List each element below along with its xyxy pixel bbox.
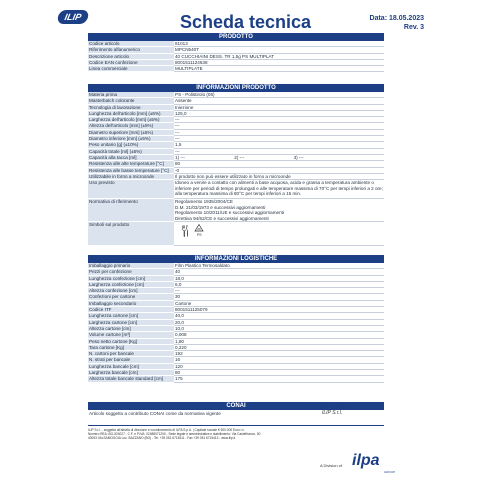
table-row bbox=[88, 180, 384, 199]
table-row bbox=[88, 376, 384, 382]
row-label: Codice EAN confezione bbox=[88, 59, 174, 65]
prodotto-table bbox=[88, 41, 384, 72]
row-label: Lunghezza cartone [cm] bbox=[88, 313, 174, 319]
row-label: Codice articolo bbox=[88, 41, 174, 47]
table-row bbox=[88, 173, 384, 179]
ilpa-logo: ilpa bbox=[352, 452, 380, 469]
row-value: --- bbox=[174, 148, 384, 154]
row-value: 0,008 bbox=[174, 332, 384, 338]
row-label: Diametro inferiore [mm] (±5%) bbox=[88, 136, 174, 142]
food-contact-icon bbox=[181, 225, 189, 237]
table-row bbox=[88, 148, 384, 154]
conai-text: Articolo soggetto a contributo CONAI come da normativa vigente bbox=[89, 411, 221, 416]
row-label: Peso unitario [g] (±10%) bbox=[88, 142, 174, 148]
recycle-icon bbox=[194, 224, 204, 236]
row-value: 10,0 bbox=[174, 325, 384, 331]
ilip-logo: ILIP bbox=[57, 10, 90, 24]
row-label: Materia prima bbox=[88, 92, 174, 98]
normativa-line: Regolamento 10/2011/UE e successivi aggiornamenti bbox=[175, 210, 284, 216]
normativa-line: Regolamento 1935/2004/CE bbox=[175, 199, 233, 205]
row-label: Capacità totale [ml] (±5%) bbox=[88, 148, 174, 154]
row-value: 192 bbox=[174, 351, 384, 357]
row-value: 1,80 bbox=[174, 338, 384, 344]
row-value bbox=[174, 222, 384, 246]
table-row bbox=[88, 66, 384, 72]
signature: ILIP S.r.l. bbox=[322, 410, 343, 416]
row-label: Tecnologia di lavorazione bbox=[88, 104, 174, 110]
row-value: 30 bbox=[174, 294, 384, 300]
section-info-prodotto bbox=[88, 84, 384, 246]
recycle-triangle-icon bbox=[194, 224, 204, 232]
row-value: --- bbox=[174, 288, 384, 294]
section-logistica bbox=[88, 255, 384, 383]
row-value: 16 bbox=[174, 357, 384, 363]
row-label: Altezza cartone [cm] bbox=[88, 325, 174, 331]
row-label: Larghezza dell'articolo [mm] (±5%) bbox=[88, 117, 174, 123]
row-value: 175 bbox=[174, 376, 384, 382]
row-value: 40,0 bbox=[174, 313, 384, 319]
row-value: 120 bbox=[174, 363, 384, 369]
company-info bbox=[88, 428, 318, 440]
row-label: Diametro superiore [mm] (±5%) bbox=[88, 129, 174, 135]
row-value: Assente bbox=[174, 98, 384, 104]
row-value: Film Plastico Termosaldato bbox=[174, 263, 384, 269]
row-label: Simboli sul prodotto bbox=[88, 222, 174, 246]
table-row bbox=[88, 199, 384, 222]
row-value: Il prodotto non può essere utilizzato in forno a microonde bbox=[174, 173, 384, 179]
section-prodotto bbox=[88, 33, 384, 72]
table-row bbox=[88, 155, 384, 161]
section-heading: INFORMAZIONI LOGISTICHE bbox=[88, 255, 384, 263]
company-line: 40053 VALSAMOGGIA Loc. BAZZANO (BO) - Tel. +39 051 6715411 - Fax +39 051 6715413 - www.ilip.it bbox=[88, 436, 236, 441]
row-label: Uso previsto bbox=[88, 180, 174, 199]
row-value: 8001511124638 bbox=[174, 59, 384, 65]
capacita-3: 3) --- bbox=[293, 154, 304, 160]
row-label: Utilizzabile in forno a microonde bbox=[88, 173, 174, 179]
row-value: 1,5 bbox=[174, 142, 384, 148]
ilpa-group-label: GROUP bbox=[384, 470, 396, 474]
row-label: Peso netto cartone [Kg] bbox=[88, 338, 174, 344]
row-label: Lunghezza dell'articolo [mm] (±5%) bbox=[88, 110, 174, 116]
row-value: PS - Polistirolo (06) bbox=[174, 92, 384, 98]
row-value: MULTIPLATE bbox=[174, 66, 384, 72]
date-block bbox=[370, 14, 424, 32]
row-value: 18,0 bbox=[174, 275, 384, 281]
row-value: --- bbox=[174, 129, 384, 135]
row-label: Larghezza bancale [cm] bbox=[88, 370, 174, 376]
row-value: --- bbox=[174, 123, 384, 129]
row-label: Pezzi per confezione bbox=[88, 269, 174, 275]
row-value: 80 bbox=[174, 370, 384, 376]
normativa-line: Direttiva 94/62/CE e successivi aggiornamenti bbox=[175, 215, 269, 221]
row-label: Imballaggio primario bbox=[88, 263, 174, 269]
row-label: N. strati per bancale bbox=[88, 357, 174, 363]
row-label: Imballaggio secondario bbox=[88, 300, 174, 306]
row-value: 20,0 bbox=[174, 319, 384, 325]
capacita-2: 2) --- bbox=[234, 154, 245, 160]
recycle-text: PS bbox=[196, 233, 202, 238]
row-label: Resistenza alle alte temperature [°C] bbox=[88, 161, 174, 167]
row-value: 81013 bbox=[174, 41, 384, 47]
division-label: A Division of bbox=[320, 463, 343, 468]
row-label: Resistenza alle basse temperature [°C] bbox=[88, 167, 174, 173]
footer-divider bbox=[88, 425, 384, 426]
row-value: 40 CUCCHIAINI DESS. TR 1,5g PS MULTIPLAT bbox=[174, 53, 384, 59]
row-value: 40 bbox=[174, 269, 384, 275]
row-value: 80 bbox=[174, 161, 384, 167]
info-table bbox=[88, 92, 384, 155]
capacita-1: 1) --- bbox=[175, 154, 185, 160]
uso-table bbox=[88, 180, 384, 246]
row-label: Descrizione articolo bbox=[88, 53, 174, 59]
section-heading: INFORMAZIONI PRODOTTO bbox=[88, 84, 384, 92]
row-value: --- bbox=[174, 117, 384, 123]
row-value bbox=[174, 155, 384, 161]
doc-date: Data: 18.05.2023 bbox=[369, 15, 424, 22]
row-label: Altezza confezione [cm] bbox=[88, 288, 174, 294]
row-label: Codice ITF bbox=[88, 307, 174, 313]
row-label: Confezioni per cartone bbox=[88, 294, 174, 300]
row-label: Volume cartone [m³] bbox=[88, 332, 174, 338]
row-label: Altezza dell'articolo [mm] (±5%) bbox=[88, 123, 174, 129]
page-title: Scheda tecnica bbox=[180, 12, 312, 32]
row-value: MPCN540T bbox=[174, 47, 384, 53]
row-value: 6,0 bbox=[174, 281, 384, 287]
row-label: Tara cartone [Kg] bbox=[88, 344, 174, 350]
row-value: Iniezione bbox=[174, 104, 384, 110]
row-value: 125,0 bbox=[174, 110, 384, 116]
doc-revision: Rev. 3 bbox=[403, 24, 424, 31]
table-row bbox=[88, 222, 384, 246]
info-table-2 bbox=[88, 161, 384, 180]
company-line: ILIP S.r.l. - soggetta all'attività di direzione e coordinamento di ILPA S.p.A. | Capitale sociale € 500.000 Euro i.v. bbox=[88, 428, 245, 432]
row-label: Masterbatch colorante bbox=[88, 98, 174, 104]
row-label: Lunghezza confezione [cm] bbox=[88, 275, 174, 281]
row-value: 0,220 bbox=[174, 344, 384, 350]
row-label: Larghezza cartone [cm] bbox=[88, 319, 174, 325]
row-value: 8001511125079 bbox=[174, 307, 384, 313]
normativa-line: D.M. 21/03/1973 e successivi aggiornamenti bbox=[175, 204, 266, 210]
row-label: Riferimento alfanumerico bbox=[88, 47, 174, 53]
row-label: Lunghezza bancale [cm] bbox=[88, 363, 174, 369]
row-label: Normativa di riferimento bbox=[88, 199, 174, 222]
approval-label: Approvazione: bbox=[315, 402, 350, 408]
section-heading: PRODOTTO bbox=[88, 33, 384, 41]
row-label: Linea commerciale bbox=[88, 66, 174, 72]
row-value: --- bbox=[174, 136, 384, 142]
row-label: N. cartoni per bancale bbox=[88, 351, 174, 357]
logistica-table bbox=[88, 263, 384, 383]
company-line: Numero REA: BO-524027 - C.F. e P.IVA: 02488071200 - Sede legale e amministrativa e stabilimento: Via Castelfranco, 50 bbox=[88, 432, 261, 437]
row-value: Cartone bbox=[174, 300, 384, 306]
row-value: -0 bbox=[174, 167, 384, 173]
section-heading: CONAI bbox=[88, 402, 384, 410]
recycle-code: 06 bbox=[197, 227, 201, 231]
row-value: Idoneo a venire a contatto con alimenti a base acquosa, acida e grassa a temperatura ambiente o inferiore per periodi di tempo prolungati e alle temperature massima di 70°C per tempi inferiori a 2 ore; alla temperatura massima di 80°C per tempi inferiori a 15 min. bbox=[174, 180, 384, 199]
row-label: Larghezza confezione [cm] bbox=[88, 281, 174, 287]
row-value bbox=[174, 199, 384, 222]
row-label: Capacità alla tacca [ml] bbox=[88, 155, 174, 161]
row-label: Altezza totale bancale standard [cm] bbox=[88, 376, 174, 382]
